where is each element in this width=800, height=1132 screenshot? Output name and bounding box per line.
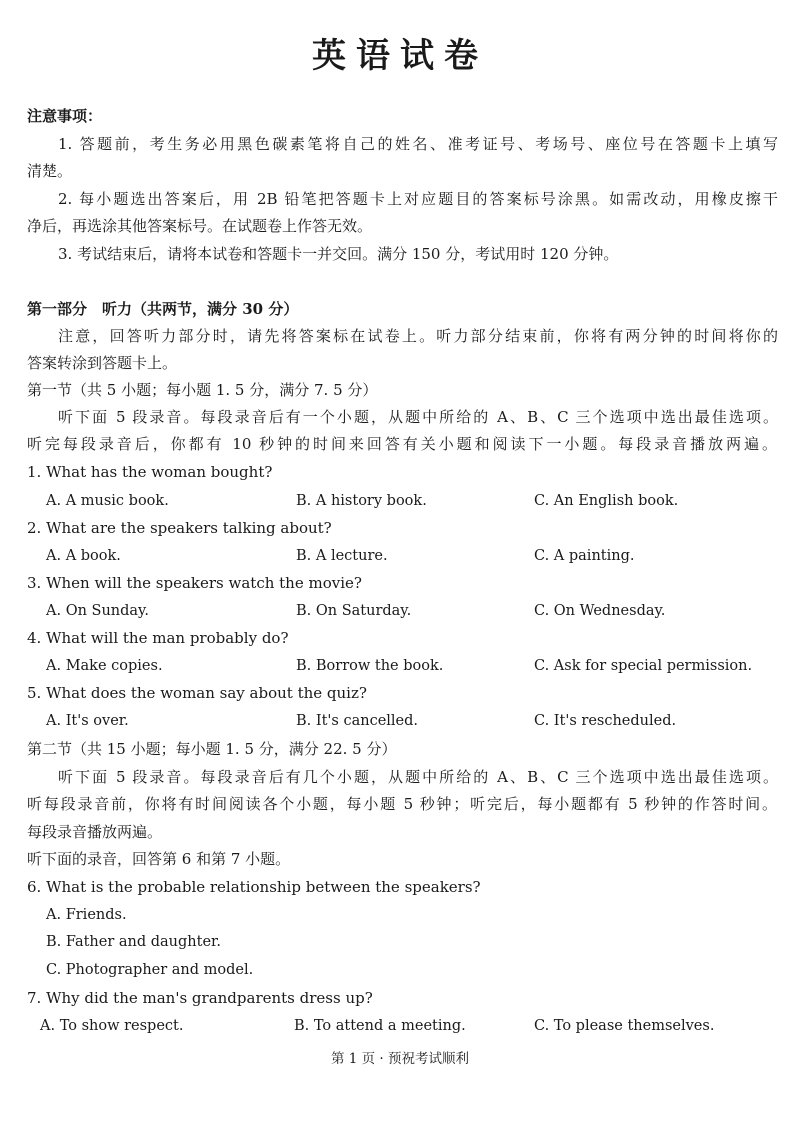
notice-heading: 注意事项： [27, 107, 103, 125]
option-c: C. A painting. [534, 548, 635, 564]
page-footer: 第 1 页 · 预祝考试顺利 [330, 1051, 470, 1067]
part1-note-line-1: 注意，回答听力部分时，请先将答案标在试卷上。听力部分结束前，你将有两分钟的时间将你的 [58, 327, 778, 345]
option-b: B. Father and daughter. [46, 934, 221, 950]
option-a: A. A music book. [46, 493, 169, 509]
question-stem: 1. What has the woman bought? [27, 463, 273, 481]
notice-item-2-line-2: 净后，再选涂其他答案标号。在试题卷上作答无效。 [27, 217, 373, 235]
option-b: B. A lecture. [296, 548, 388, 564]
section1-instr-line-1: 听下面 5 段录音。每段录音后有一个小题，从题中所给的 A、B、C 三个选项中选出最佳选项。 [58, 408, 778, 426]
question-stem: 3. When will the speakers watch the movie? [27, 574, 362, 592]
option-a: A. It's over. [46, 713, 129, 729]
option-a: A. On Sunday. [46, 603, 149, 619]
section2-heading: 第二节（共 15 小题；每小题 1. 5 分，满分 22. 5 分） [27, 740, 397, 758]
question-stem: 7. Why did the man's grandparents dress up? [27, 989, 373, 1007]
option-c: C. Ask for special permission. [534, 658, 753, 674]
notice-item-1-line-1: 1. 答题前，考生务必用黑色碳素笔将自己的姓名、准考证号、考场号、座位号在答题卡上填写 [58, 135, 778, 153]
option-b: B. A history book. [296, 493, 427, 509]
section1-heading: 第一节（共 5 小题；每小题 1. 5 分，满分 7. 5 分） [27, 381, 378, 399]
option-c: C. It's rescheduled. [534, 713, 677, 729]
option-c: C. An English book. [534, 493, 679, 509]
part1-note-line-2: 答案转涂到答题卡上。 [27, 354, 178, 372]
section2-instr-line-2: 听每段录音前，你将有时间阅读各个小题，每小题 5 秒钟；听完后，每小题都有 5 秒钟的作答时间。 [27, 795, 777, 813]
page-title: 英语试卷 [312, 36, 488, 76]
section2-instr-line-1: 听下面 5 段录音。每段录音后有几个小题，从题中所给的 A、B、C 三个选项中选出最佳选项。 [58, 768, 778, 786]
part1-heading: 第一部分 听力（共两节，满分 30 分） [27, 300, 299, 318]
notice-item-1-line-2: 清楚。 [27, 162, 73, 180]
question-stem: 2. What are the speakers talking about? [27, 519, 332, 537]
option-a: A. Make copies. [46, 658, 163, 674]
option-c: C. On Wednesday. [534, 603, 666, 619]
option-a: A. A book. [46, 548, 121, 564]
question-stem: 4. What will the man probably do? [27, 629, 289, 647]
question-stem: 5. What does the woman say about the quiz? [27, 684, 367, 702]
option-b: B. To attend a meeting. [294, 1018, 466, 1034]
option-b: B. Borrow the book. [296, 658, 444, 674]
option-a: A. Friends. [46, 907, 127, 923]
option-b: B. It's cancelled. [296, 713, 419, 729]
option-c: C. To please themselves. [534, 1018, 715, 1034]
notice-item-3: 3. 考试结束后，请将本试卷和答题卡一并交回。满分 150 分，考试用时 120 分钟。 [58, 245, 619, 263]
section1-instr-line-2: 听完每段录音后，你都有 10 秒钟的时间来回答有关小题和阅读下一小题。每段录音播放两遍。 [27, 435, 777, 453]
notice-item-2-line-1: 2. 每小题选出答案后，用 2B 铅笔把答题卡上对应题目的答案标号涂黑。如需改动，用橡皮擦干 [58, 190, 778, 208]
option-b: B. On Saturday. [296, 603, 412, 619]
question-stem: 6. What is the probable relationship between the speakers? [27, 878, 481, 896]
section2-instr-line-3: 每段录音播放两遍。 [27, 823, 163, 841]
section2-group-intro: 听下面的录音，回答第 6 和第 7 小题。 [27, 850, 291, 868]
option-a: A. To show respect. [40, 1018, 184, 1034]
option-c: C. Photographer and model. [46, 962, 254, 978]
